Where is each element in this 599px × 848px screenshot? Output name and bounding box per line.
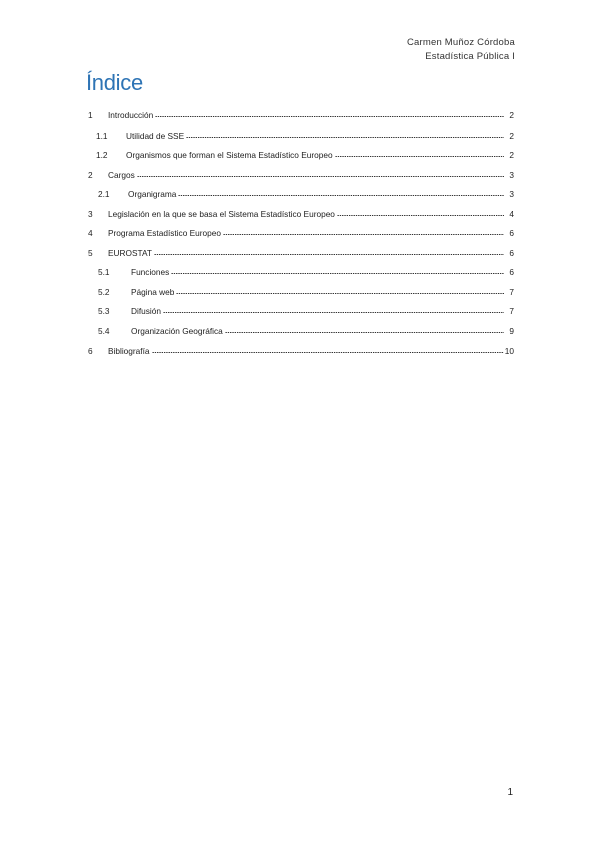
toc-page: 2 [509,110,514,120]
toc-number: 5.4 [98,326,110,336]
toc-entry-1-2[interactable] [86,148,514,162]
toc-leader [155,115,504,118]
toc-leader [154,253,504,256]
toc-page: 10 [504,346,514,356]
toc-leader [178,194,504,197]
toc-label: Utilidad de SSE [126,131,185,141]
toc-number: 4 [88,228,93,238]
toc-entry-5-2[interactable] [86,285,514,299]
toc-label: Organización Geográfica [131,326,223,336]
toc-page: 6 [509,228,514,238]
toc-entry-5[interactable] [86,246,514,260]
toc-page: 4 [509,209,514,219]
toc-page: 3 [509,170,514,180]
toc-page: 6 [509,267,514,277]
toc-number: 5.1 [98,267,110,277]
toc-label: Cargos [108,170,135,180]
toc-label: Legislación en la que se basa el Sistema Estadístico Europeo [108,209,335,219]
toc-label: Introducción [108,110,154,120]
toc-leader [176,292,504,295]
page-title: Índice [86,70,143,95]
toc-label: Bibliografía [108,346,150,356]
toc-leader [223,233,504,236]
toc-page: 2 [509,150,514,160]
toc-number: 1.2 [96,150,108,160]
toc-number: 5.3 [98,306,110,316]
toc-entry-3[interactable] [86,207,514,221]
toc-leader [137,175,504,178]
toc-number: 2.1 [98,189,110,199]
toc-entry-2[interactable] [86,168,514,182]
toc-page: 6 [509,248,514,258]
toc-page: 9 [509,326,514,336]
header-subject: Estadística Pública I [425,51,515,62]
toc-label: Programa Estadístico Europeo [108,228,221,238]
toc-entry-6[interactable] [86,344,514,358]
toc-number: 1.1 [96,131,108,141]
toc-entry-5-3[interactable] [86,304,514,318]
toc-label: EUROSTAT [108,248,152,258]
toc-number: 6 [88,346,93,356]
toc-page: 2 [509,131,514,141]
page-number: 1 [507,787,513,798]
toc-entry-4[interactable] [86,226,514,240]
toc-number: 3 [88,209,93,219]
toc-leader [225,331,504,334]
toc-number: 5 [88,248,93,258]
toc-leader [163,311,504,314]
toc-page: 7 [509,306,514,316]
toc-number: 2 [88,170,93,180]
toc-leader [335,155,504,158]
toc-page: 7 [509,287,514,297]
toc-label: Organigrama [128,189,177,199]
toc-label: Difusión [131,306,161,316]
toc-leader [186,136,504,139]
toc-entry-5-4[interactable] [86,324,514,338]
toc-leader [337,214,504,217]
toc-number: 5.2 [98,287,110,297]
page-header [407,36,515,64]
toc-label: Organismos que forman el Sistema Estadístico Europeo [126,150,333,160]
toc-label: Funciones [131,267,170,277]
toc-entry-5-1[interactable] [86,265,514,279]
toc-entry-1-1[interactable] [86,129,514,143]
toc-leader [152,351,504,354]
toc-leader [171,272,504,275]
toc-entry-1[interactable] [86,108,514,122]
header-author: Carmen Muñoz Córdoba [406,37,515,48]
toc-page: 3 [509,189,514,199]
toc-number: 1 [88,110,93,120]
toc-label: Página web [131,287,175,297]
toc-entry-2-1[interactable] [86,187,514,201]
